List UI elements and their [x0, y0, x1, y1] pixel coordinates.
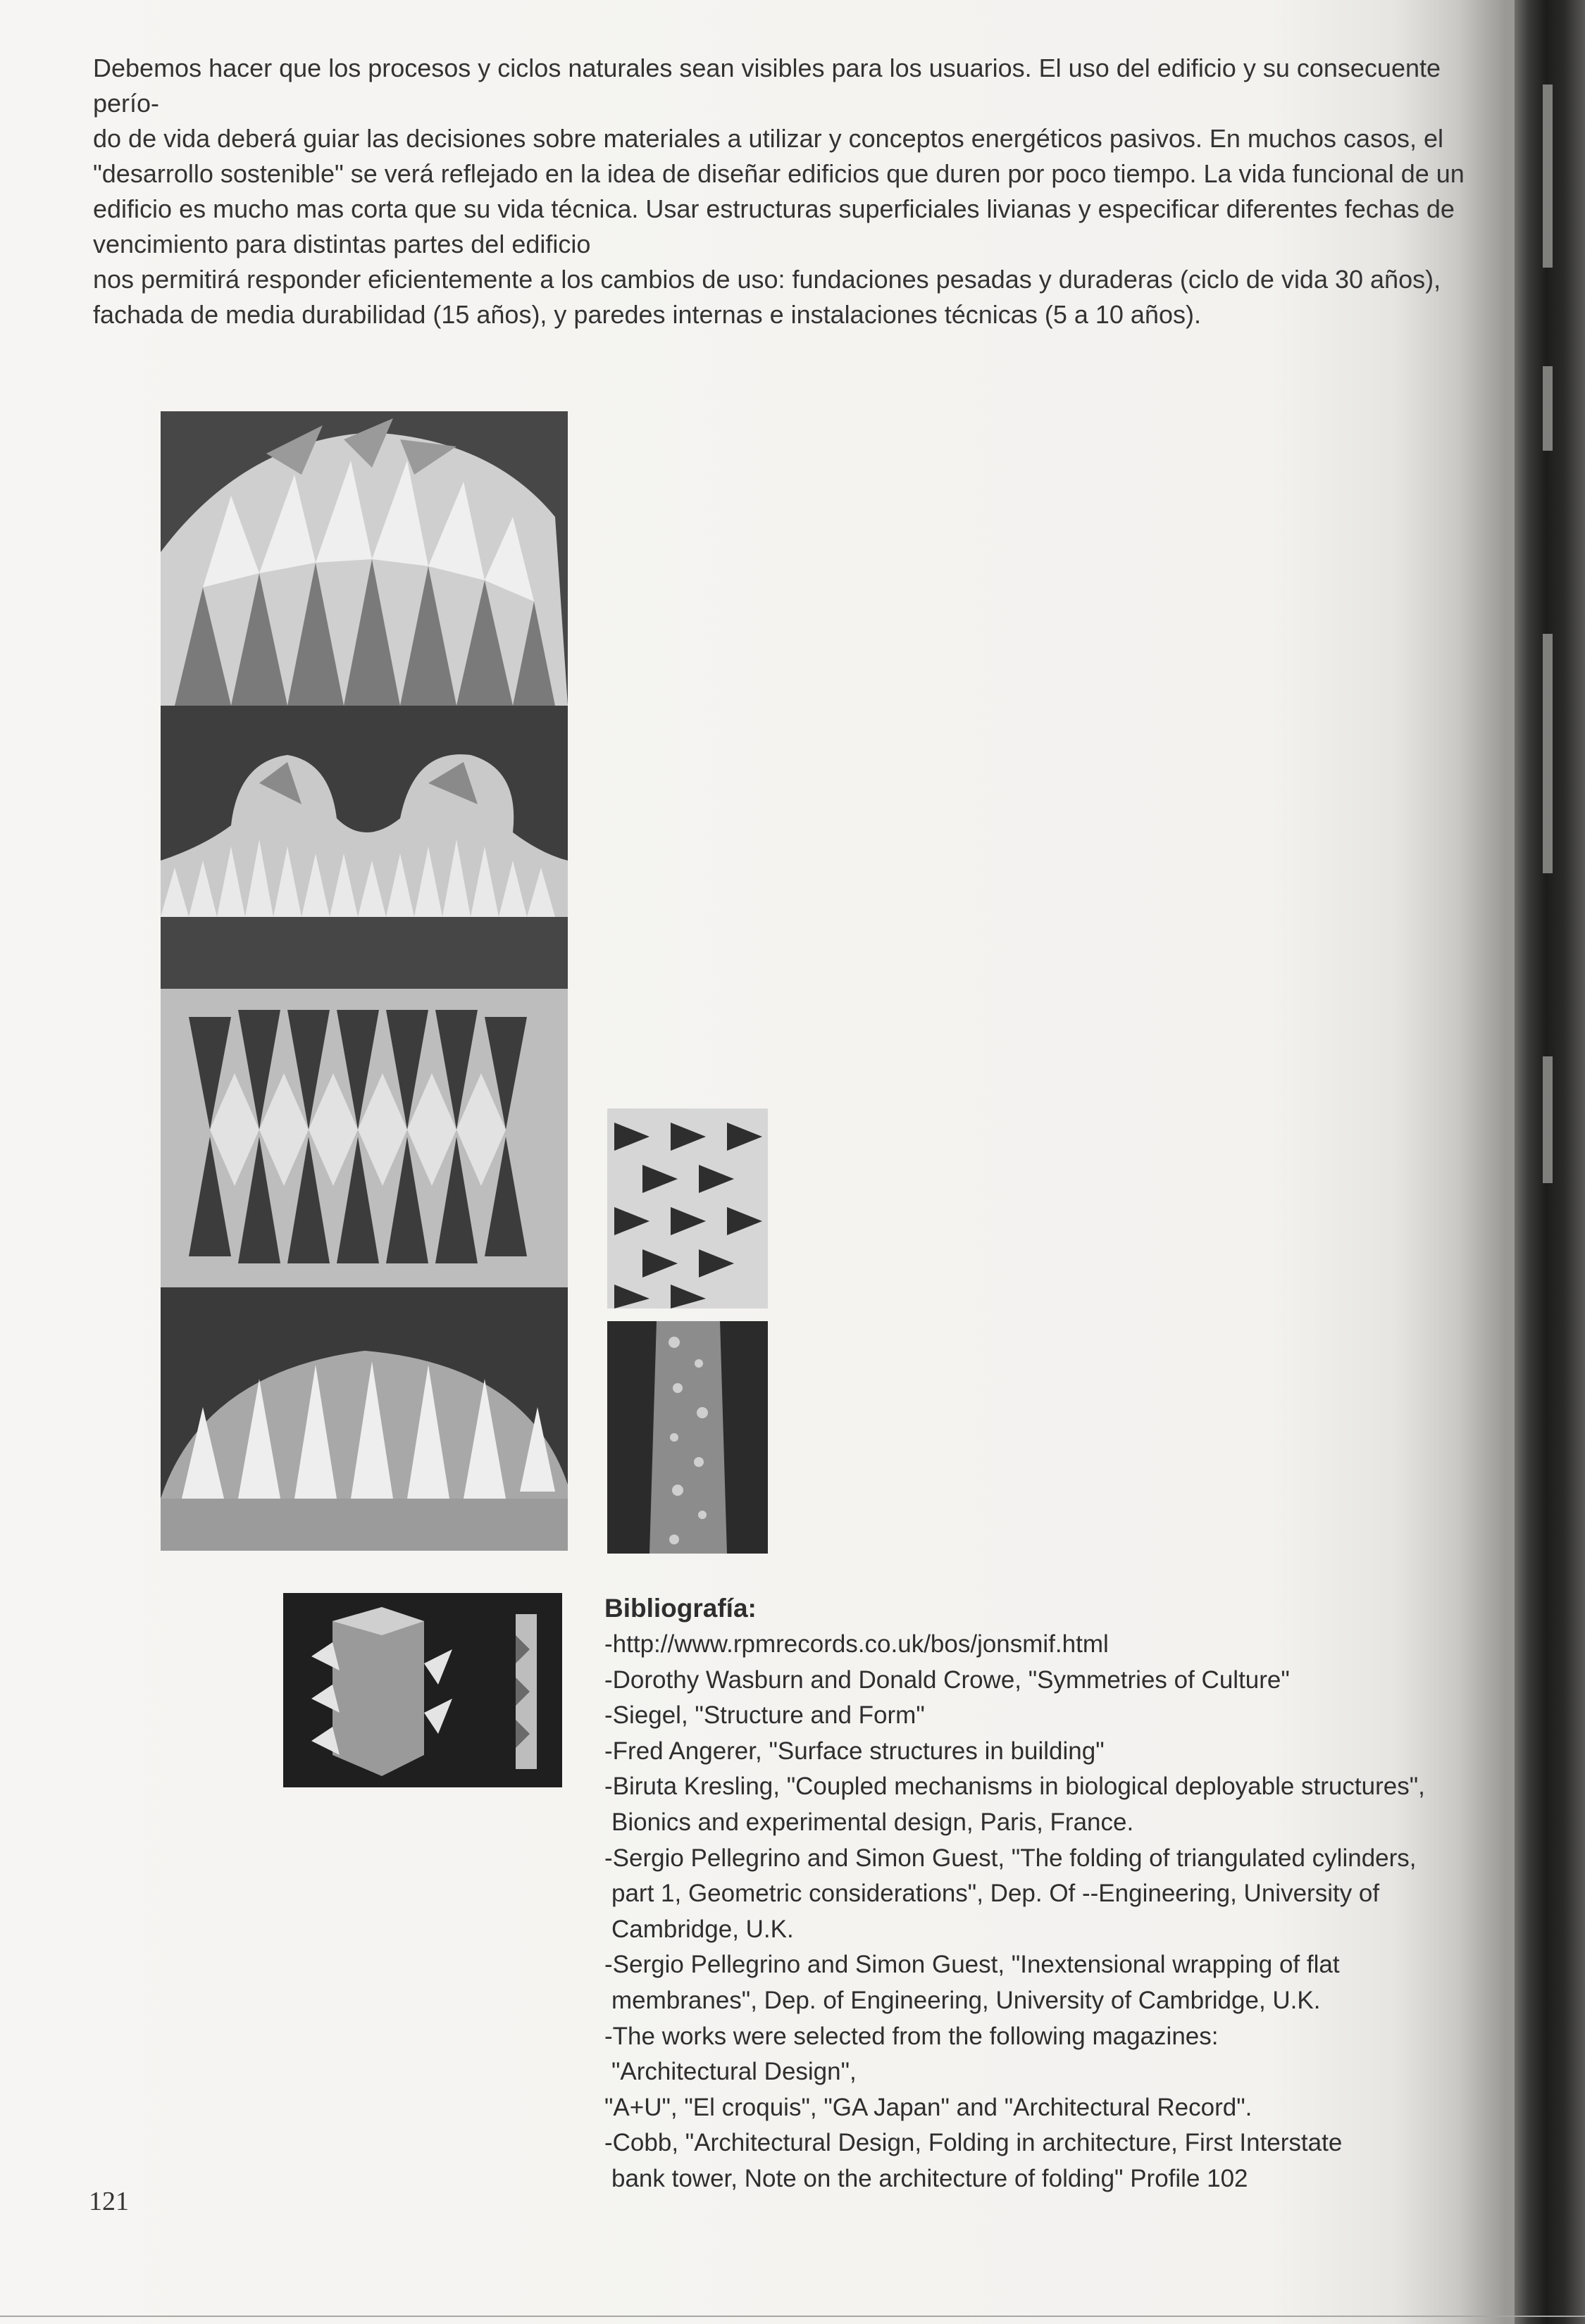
bibliography-entry: bank tower, Note on the architecture of folding" Profile 102 [611, 2164, 1248, 2192]
intro-line: edificio es mucho mas corta que su vida técnica. Usar estructuras superficiales livianas y especificar diferentes fechas de [93, 194, 1455, 223]
bibliography-entry: -Sergio Pellegrino and Simon Guest, "The folding of triangulated cylinders, [604, 1844, 1417, 1872]
intro-line: fachada de media durabilidad (15 años), y paredes internas e instalaciones técnicas (5 a 10 años). [93, 300, 1201, 329]
page-number: 121 [89, 2187, 129, 2216]
diamond-fold-photo [161, 989, 568, 1287]
bibliography-entry: part 1, Geometric considerations", Dep. Of --Engineering, University of [611, 1880, 1380, 1908]
bibliography [604, 1590, 1492, 2197]
page-bottom-rule [0, 2316, 1585, 2317]
bibliography-entry: Cambridge, U.K. [611, 1915, 794, 1943]
intro-line: vencimiento para distintas partes del edificio [93, 230, 591, 258]
bibliography-entry: -Cobb, "Architectural Design, Folding in architecture, First Interstate [604, 2129, 1343, 2157]
bibliography-entry: -The works were selected from the following magazines: [604, 2022, 1219, 2050]
folded-dome-photo [161, 411, 568, 706]
intro-paragraph [93, 51, 1502, 332]
textured-column-photo [607, 1321, 768, 1554]
bibliography-entry: membranes", Dep. of Engineering, University of Cambridge, U.K. [611, 1986, 1321, 2014]
bibliography-entry: -Sergio Pellegrino and Simon Guest, "Inextensional wrapping of flat [604, 1951, 1340, 1979]
triangle-pattern-photo [607, 1108, 768, 1308]
folded-arch-photo [161, 706, 568, 989]
bibliography-entry: -Biruta Kresling, "Coupled mechanisms in biological deployable structures", [604, 1773, 1425, 1801]
hexagonal-tower-model-photo [283, 1593, 562, 1787]
bibliography-entry: Bionics and experimental design, Paris, France. [611, 1808, 1134, 1836]
bibliography-entry: "A+U", "El croquis", "GA Japan" and "Architectural Record". [604, 2093, 1253, 2121]
bibliography-heading: Bibliografía: [604, 1594, 757, 1623]
bibliography-entry: -http://www.rpmrecords.co.uk/bos/jonsmif.html [604, 1630, 1109, 1658]
bibliography-entry: -Fred Angerer, "Surface structures in building" [604, 1737, 1105, 1765]
bibliography-entry: "Architectural Design", [611, 2058, 857, 2086]
opposite-page-edge [1515, 0, 1585, 2324]
intro-line: nos permitirá responder eficientemente a los cambios de uso: fundaciones pesadas y duraderas (ciclo de vida 30 años), [93, 265, 1441, 294]
folded-vault-photo [161, 1287, 568, 1551]
intro-line: do de vida deberá guiar las decisiones sobre materiales a utilizar y conceptos energéticos pasivos. En muchos casos, el [93, 124, 1444, 153]
bibliography-entry: -Dorothy Wasburn and Donald Crowe, "Symmetries of Culture" [604, 1666, 1290, 1694]
bibliography-entry: -Siegel, "Structure and Form" [604, 1701, 925, 1730]
intro-line: "desarrollo sostenible" se verá reflejado en la idea de diseñar edificios que duren por poco tiempo. La vida funcional de un [93, 159, 1465, 188]
intro-line: Debemos hacer que los procesos y ciclos naturales sean visibles para los usuarios. El uso del edificio y su consecuente perío- [93, 54, 1441, 118]
